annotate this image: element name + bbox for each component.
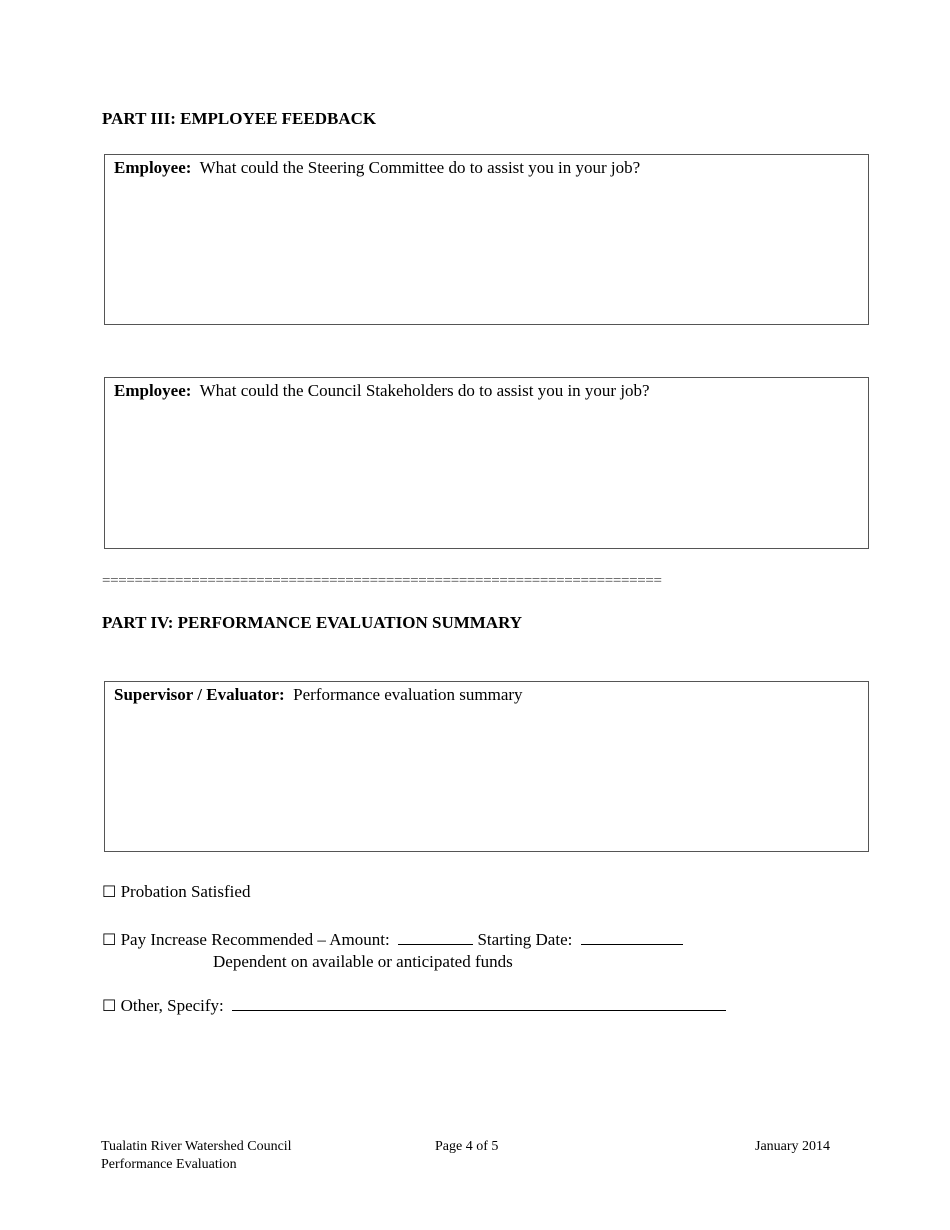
council-stakeholders-question: What could the Council Stakeholders do to assist you in your job? [199, 381, 650, 400]
section-divider: ===================================================================== [102, 573, 662, 589]
footer-doc-title: Performance Evaluation [101, 1157, 237, 1172]
evaluation-summary-text: Performance evaluation summary [293, 685, 523, 704]
steering-committee-feedback-box[interactable] [104, 154, 869, 325]
other-specify-field[interactable] [232, 995, 726, 1011]
evaluation-summary-box[interactable] [104, 681, 869, 852]
steering-committee-question: What could the Steering Committee do to assist you in your job? [199, 158, 641, 177]
pay-increase-note: Dependent on available or anticipated funds [213, 952, 513, 971]
footer-date: January 2014 [755, 1139, 831, 1154]
footer-page-number: Page 4 of 5 [435, 1139, 499, 1154]
pay-increase-checkbox[interactable]: ☐ [102, 930, 117, 949]
other-checkbox[interactable]: ☐ [102, 996, 117, 1015]
footer-org: Tualatin River Watershed Council [101, 1139, 292, 1154]
employee-label: Employee: [114, 381, 192, 400]
other-specify-label: Other, Specify: [120, 996, 224, 1015]
probation-option[interactable] [102, 882, 250, 902]
employee-label: Employee: [114, 158, 192, 177]
other-option[interactable] [102, 995, 726, 1016]
starting-date-field[interactable] [581, 929, 683, 945]
probation-checkbox[interactable]: ☐ [102, 882, 117, 901]
part-iv-heading: PART IV: PERFORMANCE EVALUATION SUMMARY [102, 613, 523, 632]
starting-date-label: Starting Date: [477, 930, 573, 949]
supervisor-evaluator-label: Supervisor / Evaluator: [114, 685, 285, 704]
amount-field[interactable] [398, 929, 473, 945]
pay-increase-option[interactable] [102, 929, 683, 950]
part-iii-heading: PART III: EMPLOYEE FEEDBACK [102, 109, 377, 128]
probation-label: Probation Satisfied [120, 882, 251, 901]
council-stakeholders-feedback-box[interactable] [104, 377, 869, 549]
pay-increase-label: Pay Increase Recommended – Amount: [120, 930, 390, 949]
